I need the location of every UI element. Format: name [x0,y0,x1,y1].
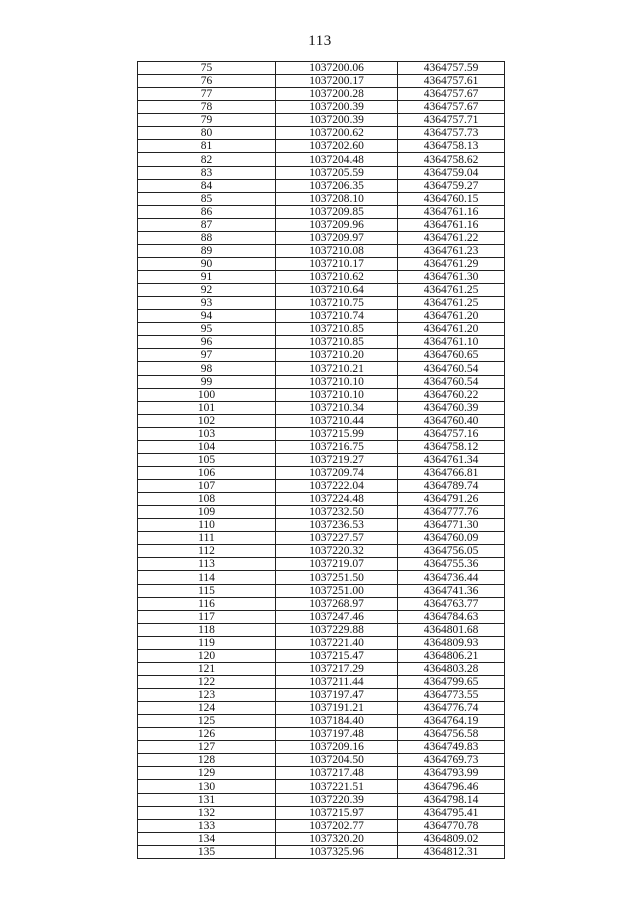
point-number-cell: 92 [138,284,276,297]
table-row [138,101,505,114]
point-number-cell: 104 [138,440,276,453]
point-number-cell: 114 [138,571,276,584]
y-coordinate-cell: 4364759.27 [398,179,505,192]
table-row [138,819,505,832]
y-coordinate-cell: 4364812.31 [398,845,505,858]
point-number-cell: 109 [138,506,276,519]
y-coordinate-cell: 4364757.61 [398,75,505,88]
table-row [138,362,505,375]
x-coordinate-cell: 1037220.39 [276,793,398,806]
coordinates-table [137,61,505,859]
x-coordinate-cell: 1037209.96 [276,218,398,231]
y-coordinate-cell: 4364771.30 [398,519,505,532]
y-coordinate-cell: 4364761.20 [398,323,505,336]
table-row [138,466,505,479]
y-coordinate-cell: 4364761.30 [398,271,505,284]
y-coordinate-cell: 4364757.71 [398,114,505,127]
table-row [138,153,505,166]
point-number-cell: 110 [138,519,276,532]
x-coordinate-cell: 1037210.10 [276,388,398,401]
y-coordinate-cell: 4364758.12 [398,440,505,453]
y-coordinate-cell: 4364758.62 [398,153,505,166]
point-number-cell: 108 [138,493,276,506]
y-coordinate-cell: 4364761.16 [398,218,505,231]
x-coordinate-cell: 1037219.07 [276,558,398,571]
x-coordinate-cell: 1037224.48 [276,493,398,506]
y-coordinate-cell: 4364761.22 [398,231,505,244]
y-coordinate-cell: 4364760.65 [398,349,505,362]
point-number-cell: 86 [138,205,276,218]
point-number-cell: 111 [138,532,276,545]
table-row [138,271,505,284]
x-coordinate-cell: 1037204.50 [276,754,398,767]
x-coordinate-cell: 1037210.74 [276,310,398,323]
y-coordinate-cell: 4364757.67 [398,88,505,101]
point-number-cell: 105 [138,453,276,466]
x-coordinate-cell: 1037221.51 [276,780,398,793]
table-row [138,767,505,780]
y-coordinate-cell: 4364776.74 [398,702,505,715]
point-number-cell: 101 [138,401,276,414]
y-coordinate-cell: 4364761.29 [398,257,505,270]
y-coordinate-cell: 4364770.78 [398,819,505,832]
y-coordinate-cell: 4364756.58 [398,728,505,741]
x-coordinate-cell: 1037247.46 [276,610,398,623]
point-number-cell: 89 [138,244,276,257]
table-row [138,388,505,401]
point-number-cell: 103 [138,427,276,440]
y-coordinate-cell: 4364764.19 [398,715,505,728]
x-coordinate-cell: 1037217.48 [276,767,398,780]
x-coordinate-cell: 1037236.53 [276,519,398,532]
point-number-cell: 125 [138,715,276,728]
table-row [138,297,505,310]
x-coordinate-cell: 1037210.64 [276,284,398,297]
table-row [138,532,505,545]
y-coordinate-cell: 4364809.02 [398,832,505,845]
table-row [138,480,505,493]
x-coordinate-cell: 1037206.35 [276,179,398,192]
y-coordinate-cell: 4364761.25 [398,284,505,297]
y-coordinate-cell: 4364741.36 [398,584,505,597]
y-coordinate-cell: 4364803.28 [398,662,505,675]
point-number-cell: 116 [138,597,276,610]
y-coordinate-cell: 4364758.13 [398,140,505,153]
point-number-cell: 132 [138,806,276,819]
x-coordinate-cell: 1037320.20 [276,832,398,845]
y-coordinate-cell: 4364798.14 [398,793,505,806]
table-row [138,453,505,466]
y-coordinate-cell: 4364760.15 [398,192,505,205]
table-row [138,728,505,741]
table-row [138,192,505,205]
y-coordinate-cell: 4364755.36 [398,558,505,571]
table-row [138,754,505,767]
table-row [138,140,505,153]
point-number-cell: 117 [138,610,276,623]
x-coordinate-cell: 1037227.57 [276,532,398,545]
table-row [138,793,505,806]
y-coordinate-cell: 4364760.54 [398,375,505,388]
x-coordinate-cell: 1037208.10 [276,192,398,205]
x-coordinate-cell: 1037216.75 [276,440,398,453]
point-number-cell: 91 [138,271,276,284]
y-coordinate-cell: 4364806.21 [398,649,505,662]
x-coordinate-cell: 1037202.77 [276,819,398,832]
x-coordinate-cell: 1037191.21 [276,702,398,715]
table-row [138,336,505,349]
point-number-cell: 120 [138,649,276,662]
point-number-cell: 135 [138,845,276,858]
table-row [138,401,505,414]
table-row [138,323,505,336]
point-number-cell: 127 [138,741,276,754]
point-number-cell: 97 [138,349,276,362]
table-row [138,349,505,362]
x-coordinate-cell: 1037209.16 [276,741,398,754]
table-row [138,558,505,571]
point-number-cell: 85 [138,192,276,205]
x-coordinate-cell: 1037221.40 [276,636,398,649]
point-number-cell: 79 [138,114,276,127]
point-number-cell: 82 [138,153,276,166]
table-row [138,662,505,675]
y-coordinate-cell: 4364760.39 [398,401,505,414]
x-coordinate-cell: 1037210.75 [276,297,398,310]
y-coordinate-cell: 4364795.41 [398,806,505,819]
y-coordinate-cell: 4364766.81 [398,466,505,479]
x-coordinate-cell: 1037210.85 [276,336,398,349]
x-coordinate-cell: 1037251.00 [276,584,398,597]
table-row [138,231,505,244]
x-coordinate-cell: 1037205.59 [276,166,398,179]
x-coordinate-cell: 1037210.44 [276,414,398,427]
point-number-cell: 98 [138,362,276,375]
point-number-cell: 130 [138,780,276,793]
point-number-cell: 123 [138,689,276,702]
table-row [138,702,505,715]
x-coordinate-cell: 1037210.34 [276,401,398,414]
point-number-cell: 107 [138,480,276,493]
point-number-cell: 84 [138,179,276,192]
point-number-cell: 95 [138,323,276,336]
point-number-cell: 100 [138,388,276,401]
x-coordinate-cell: 1037220.32 [276,545,398,558]
x-coordinate-cell: 1037232.50 [276,506,398,519]
point-number-cell: 78 [138,101,276,114]
point-number-cell: 90 [138,257,276,270]
point-number-cell: 124 [138,702,276,715]
table-row [138,845,505,858]
x-coordinate-cell: 1037215.97 [276,806,398,819]
x-coordinate-cell: 1037217.29 [276,662,398,675]
table-row [138,623,505,636]
x-coordinate-cell: 1037197.48 [276,728,398,741]
y-coordinate-cell: 4364756.05 [398,545,505,558]
point-number-cell: 112 [138,545,276,558]
y-coordinate-cell: 4364757.67 [398,101,505,114]
table-row [138,689,505,702]
point-number-cell: 93 [138,297,276,310]
table-row [138,375,505,388]
table-row [138,649,505,662]
x-coordinate-cell: 1037251.50 [276,571,398,584]
point-number-cell: 94 [138,310,276,323]
x-coordinate-cell: 1037202.60 [276,140,398,153]
y-coordinate-cell: 4364769.73 [398,754,505,767]
y-coordinate-cell: 4364760.40 [398,414,505,427]
y-coordinate-cell: 4364761.23 [398,244,505,257]
x-coordinate-cell: 1037210.20 [276,349,398,362]
x-coordinate-cell: 1037200.28 [276,88,398,101]
x-coordinate-cell: 1037209.85 [276,205,398,218]
y-coordinate-cell: 4364761.16 [398,205,505,218]
x-coordinate-cell: 1037200.62 [276,127,398,140]
y-coordinate-cell: 4364761.20 [398,310,505,323]
point-number-cell: 83 [138,166,276,179]
point-number-cell: 115 [138,584,276,597]
y-coordinate-cell: 4364761.34 [398,453,505,466]
y-coordinate-cell: 4364757.16 [398,427,505,440]
y-coordinate-cell: 4364799.65 [398,675,505,688]
point-number-cell: 76 [138,75,276,88]
table-row [138,414,505,427]
point-number-cell: 128 [138,754,276,767]
x-coordinate-cell: 1037204.48 [276,153,398,166]
table-row [138,519,505,532]
point-number-cell: 119 [138,636,276,649]
table-row [138,741,505,754]
point-number-cell: 81 [138,140,276,153]
table-row [138,127,505,140]
table-row [138,257,505,270]
x-coordinate-cell: 1037215.99 [276,427,398,440]
x-coordinate-cell: 1037209.97 [276,231,398,244]
y-coordinate-cell: 4364760.22 [398,388,505,401]
coordinates-table-body [138,62,505,859]
table-row [138,493,505,506]
y-coordinate-cell: 4364736.44 [398,571,505,584]
x-coordinate-cell: 1037210.85 [276,323,398,336]
x-coordinate-cell: 1037210.17 [276,257,398,270]
y-coordinate-cell: 4364809.93 [398,636,505,649]
table-row [138,610,505,623]
table-row [138,244,505,257]
table-row [138,440,505,453]
x-coordinate-cell: 1037215.47 [276,649,398,662]
table-row [138,166,505,179]
x-coordinate-cell: 1037200.06 [276,62,398,75]
y-coordinate-cell: 4364749.83 [398,741,505,754]
x-coordinate-cell: 1037200.17 [276,75,398,88]
table-row [138,205,505,218]
table-row [138,806,505,819]
point-number-cell: 80 [138,127,276,140]
table-row [138,832,505,845]
page-number: 113 [308,33,332,49]
x-coordinate-cell: 1037210.10 [276,375,398,388]
x-coordinate-cell: 1037200.39 [276,101,398,114]
table-row [138,780,505,793]
x-coordinate-cell: 1037268.97 [276,597,398,610]
table-row [138,584,505,597]
x-coordinate-cell: 1037219.27 [276,453,398,466]
table-row [138,310,505,323]
y-coordinate-cell: 4364777.76 [398,506,505,519]
point-number-cell: 126 [138,728,276,741]
point-number-cell: 77 [138,88,276,101]
table-row [138,218,505,231]
y-coordinate-cell: 4364789.74 [398,480,505,493]
x-coordinate-cell: 1037229.88 [276,623,398,636]
point-number-cell: 88 [138,231,276,244]
point-number-cell: 106 [138,466,276,479]
point-number-cell: 96 [138,336,276,349]
y-coordinate-cell: 4364796.46 [398,780,505,793]
table-row [138,506,505,519]
y-coordinate-cell: 4364759.04 [398,166,505,179]
x-coordinate-cell: 1037209.74 [276,466,398,479]
y-coordinate-cell: 4364773.55 [398,689,505,702]
y-coordinate-cell: 4364793.99 [398,767,505,780]
y-coordinate-cell: 4364760.54 [398,362,505,375]
point-number-cell: 87 [138,218,276,231]
table-row [138,62,505,75]
point-number-cell: 122 [138,675,276,688]
y-coordinate-cell: 4364791.26 [398,493,505,506]
point-number-cell: 121 [138,662,276,675]
table-row [138,114,505,127]
x-coordinate-cell: 1037210.08 [276,244,398,257]
table-row [138,636,505,649]
table-row [138,88,505,101]
x-coordinate-cell: 1037210.21 [276,362,398,375]
point-number-cell: 129 [138,767,276,780]
point-number-cell: 131 [138,793,276,806]
y-coordinate-cell: 4364761.25 [398,297,505,310]
table-row [138,284,505,297]
x-coordinate-cell: 1037197.47 [276,689,398,702]
table-row [138,545,505,558]
point-number-cell: 118 [138,623,276,636]
x-coordinate-cell: 1037211.44 [276,675,398,688]
point-number-cell: 75 [138,62,276,75]
point-number-cell: 133 [138,819,276,832]
y-coordinate-cell: 4364763.77 [398,597,505,610]
table-row [138,427,505,440]
table-row [138,571,505,584]
point-number-cell: 113 [138,558,276,571]
point-number-cell: 134 [138,832,276,845]
x-coordinate-cell: 1037325.96 [276,845,398,858]
x-coordinate-cell: 1037222.04 [276,480,398,493]
y-coordinate-cell: 4364760.09 [398,532,505,545]
y-coordinate-cell: 4364784.63 [398,610,505,623]
point-number-cell: 102 [138,414,276,427]
y-coordinate-cell: 4364757.59 [398,62,505,75]
x-coordinate-cell: 1037184.40 [276,715,398,728]
y-coordinate-cell: 4364801.68 [398,623,505,636]
x-coordinate-cell: 1037200.39 [276,114,398,127]
y-coordinate-cell: 4364761.10 [398,336,505,349]
table-row [138,75,505,88]
table-row [138,675,505,688]
table-row [138,179,505,192]
point-number-cell: 99 [138,375,276,388]
x-coordinate-cell: 1037210.62 [276,271,398,284]
y-coordinate-cell: 4364757.73 [398,127,505,140]
table-row [138,715,505,728]
table-row [138,597,505,610]
